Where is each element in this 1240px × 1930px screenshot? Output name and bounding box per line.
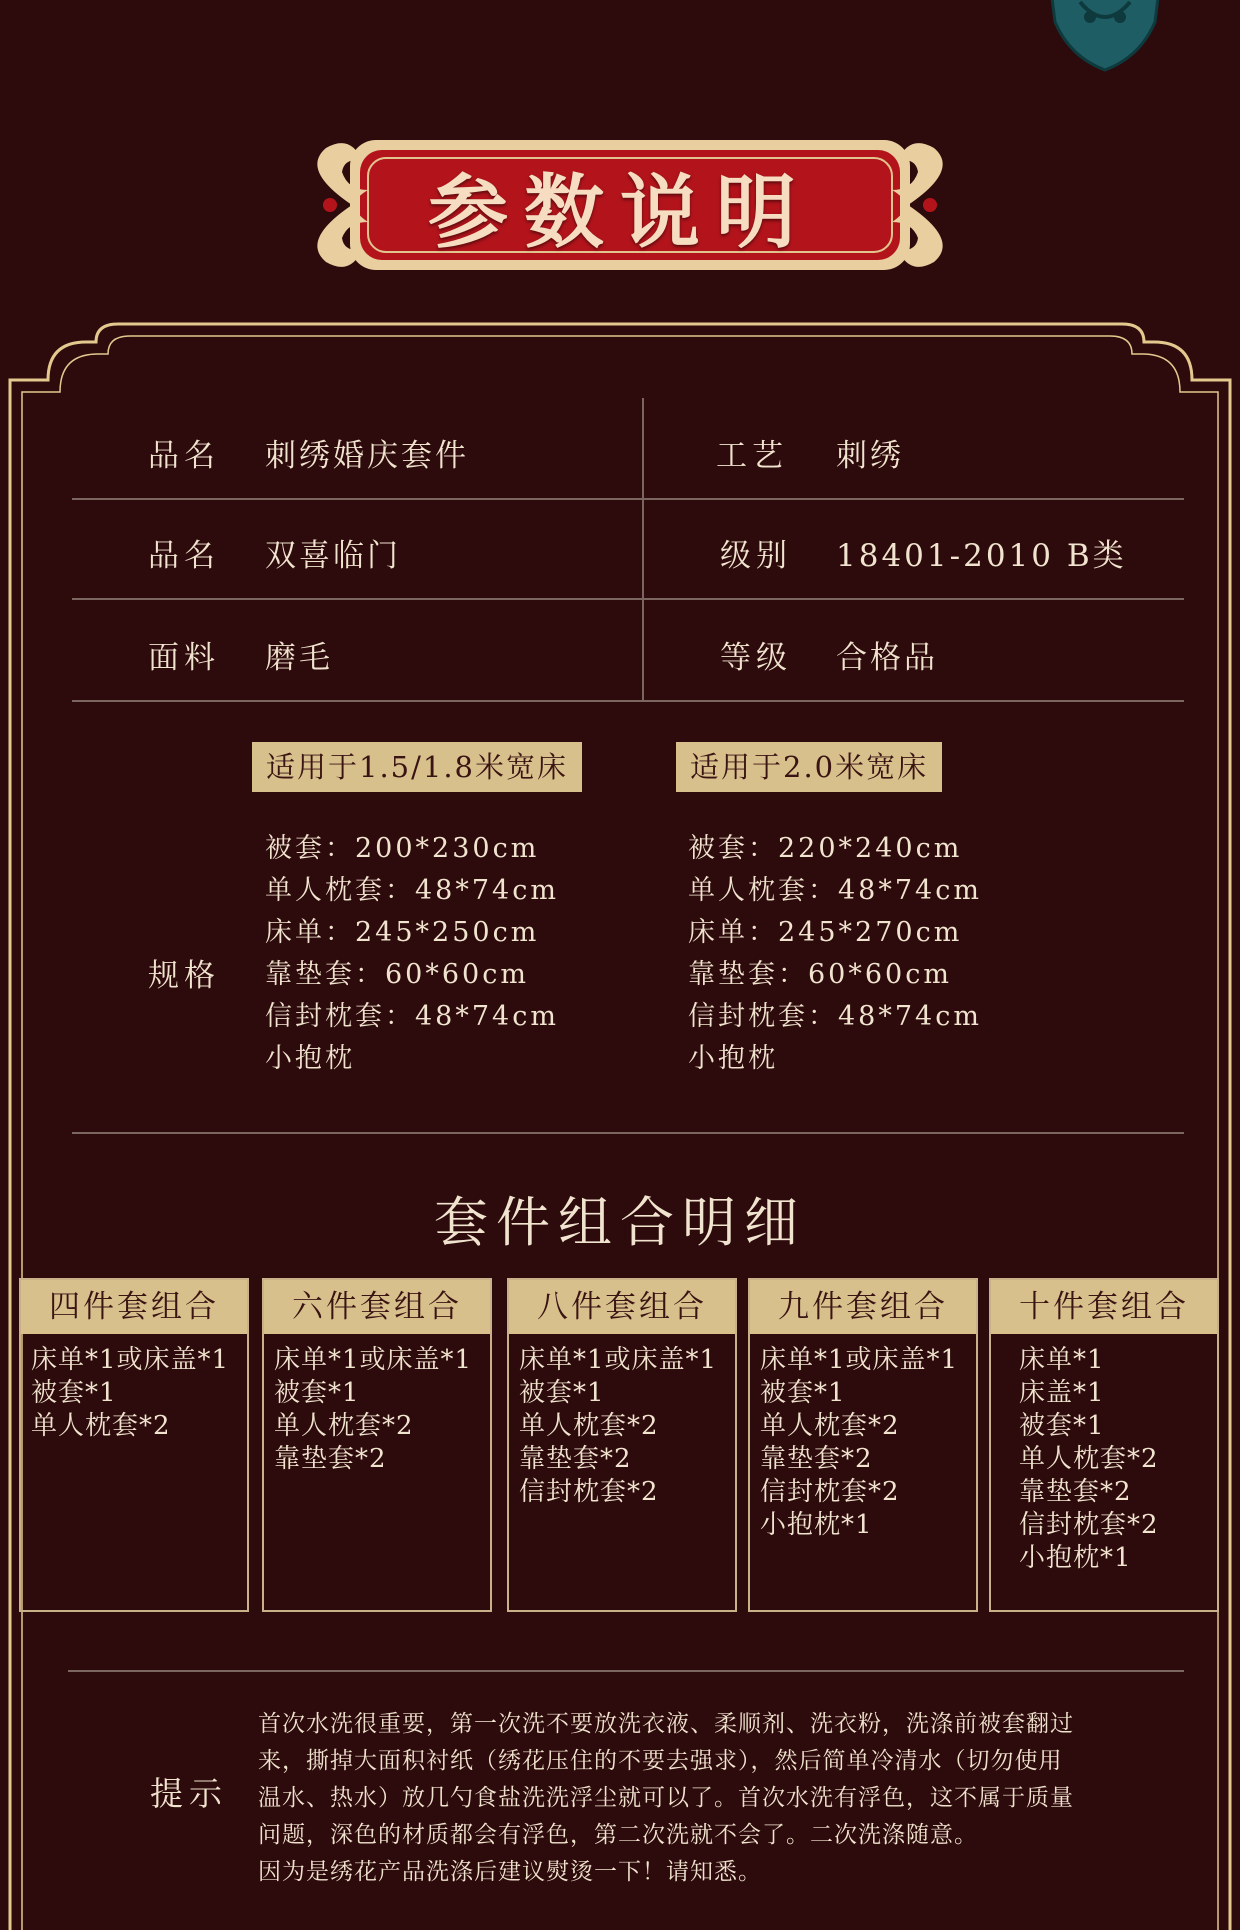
combo-items — [509, 1334, 735, 1509]
param-value-name: 刺绣婚庆套件 — [265, 438, 469, 474]
corner-ornament-icon — [1030, 0, 1180, 72]
param-value-pattern: 双喜临门 — [265, 538, 401, 574]
section-divider — [72, 1132, 1184, 1134]
combo-item: 单人枕套*2 — [31, 1411, 171, 1441]
combo-card-10 — [989, 1278, 1219, 1612]
combo-items — [264, 1334, 490, 1476]
spec-item: 被套：200*230cm — [265, 833, 540, 864]
combo-item: 床单*1或床盖*1 — [274, 1345, 473, 1375]
combo-item: 信封枕套*2 — [1019, 1510, 1159, 1540]
spec-item: 被套：220*240cm — [688, 833, 963, 864]
param-label-name-2: 品名 — [148, 538, 220, 574]
param-value-grade: 合格品 — [836, 640, 938, 676]
combo-item: 小抱枕*1 — [760, 1510, 873, 1540]
combo-items — [750, 1334, 976, 1542]
table-line — [72, 700, 1184, 702]
combo-item: 靠垫套*2 — [519, 1444, 632, 1474]
combo-section-title: 套件组合明细 — [434, 1191, 806, 1254]
param-label-grade: 等级 — [720, 640, 792, 676]
param-label-fabric: 面料 — [148, 640, 220, 676]
param-label-craft: 工艺 — [716, 438, 788, 474]
combo-card-9 — [748, 1278, 978, 1612]
spec-label: 规格 — [148, 958, 220, 994]
combo-card-8 — [507, 1278, 737, 1612]
spec-tag-large-bed: 适用于2.0米宽床 — [676, 742, 942, 792]
table-line — [72, 598, 1184, 600]
spec-item: 小抱枕 — [265, 1043, 355, 1074]
combo-item: 单人枕套*2 — [1019, 1444, 1159, 1474]
combo-item: 床单*1 — [1019, 1345, 1105, 1375]
param-value-craft: 刺绣 — [836, 438, 904, 474]
combo-card-6 — [262, 1278, 492, 1612]
combo-item: 被套*1 — [274, 1378, 360, 1408]
combo-item: 被套*1 — [31, 1378, 117, 1408]
combo-item: 信封枕套*2 — [760, 1477, 900, 1507]
combo-items — [21, 1334, 247, 1443]
spec-tag-small-bed: 适用于1.5/1.8米宽床 — [252, 742, 582, 792]
spec-item: 信封枕套：48*74cm — [265, 1001, 559, 1032]
tips-line: 温水、热水）放几勺食盐洗洗浮尘就可以了。首次水洗有浮色，这不属于质量 — [258, 1785, 1074, 1811]
param-label-level: 级别 — [720, 538, 792, 574]
combo-item: 单人枕套*2 — [519, 1411, 659, 1441]
param-value-fabric: 磨毛 — [265, 640, 333, 676]
section-divider — [68, 1670, 1184, 1672]
tips-line: 首次水洗很重要，第一次洗不要放洗衣液、柔顺剂、洗衣粉，洗涤前被套翻过 — [258, 1711, 1074, 1737]
combo-title: 十件套组合 — [991, 1280, 1217, 1334]
combo-item: 小抱枕*1 — [1019, 1543, 1132, 1573]
combo-title: 八件套组合 — [509, 1280, 735, 1334]
combo-item: 信封枕套*2 — [519, 1477, 659, 1507]
spec-list-large-bed — [688, 828, 982, 1080]
spec-item: 单人枕套：48*74cm — [265, 875, 559, 906]
combo-items — [991, 1334, 1217, 1575]
table-divider — [642, 398, 644, 700]
tips-line: 来，撕掉大面积衬纸（绣花压住的不要去强求），然后简单冷清水（切勿使用 — [258, 1748, 1063, 1774]
combo-item: 单人枕套*2 — [274, 1411, 414, 1441]
spec-item: 靠垫套：60*60cm — [265, 959, 529, 990]
combo-item: 靠垫套*2 — [274, 1444, 387, 1474]
tips-text — [258, 1706, 1178, 1891]
combo-item: 单人枕套*2 — [760, 1411, 900, 1441]
spec-item: 单人枕套：48*74cm — [688, 875, 982, 906]
combo-title: 六件套组合 — [264, 1280, 490, 1334]
combo-item: 床盖*1 — [1019, 1378, 1105, 1408]
combo-item: 床单*1或床盖*1 — [760, 1345, 959, 1375]
combo-card-4 — [19, 1278, 249, 1612]
spec-item: 信封枕套：48*74cm — [688, 1001, 982, 1032]
param-value-level: 18401-2010 B类 — [836, 538, 1127, 574]
combo-item: 被套*1 — [1019, 1411, 1105, 1441]
combo-item: 床单*1或床盖*1 — [31, 1345, 230, 1375]
tips-line: 因为是绣花产品洗涤后建议熨烫一下！请知悉。 — [258, 1859, 762, 1885]
spec-item: 小抱枕 — [688, 1043, 778, 1074]
combo-item: 被套*1 — [519, 1378, 605, 1408]
page-title: 参数说明 — [428, 165, 812, 259]
tips-line: 问题，深色的材质都会有浮色，第二次洗就不会了。二次洗涤随意。 — [258, 1822, 978, 1848]
combo-title: 四件套组合 — [21, 1280, 247, 1334]
spec-item: 床单：245*270cm — [688, 917, 963, 948]
combo-item: 床单*1或床盖*1 — [519, 1345, 718, 1375]
tips-label: 提示 — [150, 1774, 228, 1813]
combo-title: 九件套组合 — [750, 1280, 976, 1334]
combo-item: 被套*1 — [760, 1378, 846, 1408]
spec-item: 床单：245*250cm — [265, 917, 540, 948]
table-line — [72, 498, 1184, 500]
combo-item: 靠垫套*2 — [1019, 1477, 1132, 1507]
combo-item: 靠垫套*2 — [760, 1444, 873, 1474]
spec-item: 靠垫套：60*60cm — [688, 959, 952, 990]
spec-list-small-bed — [265, 828, 559, 1080]
param-label-name: 品名 — [148, 438, 220, 474]
